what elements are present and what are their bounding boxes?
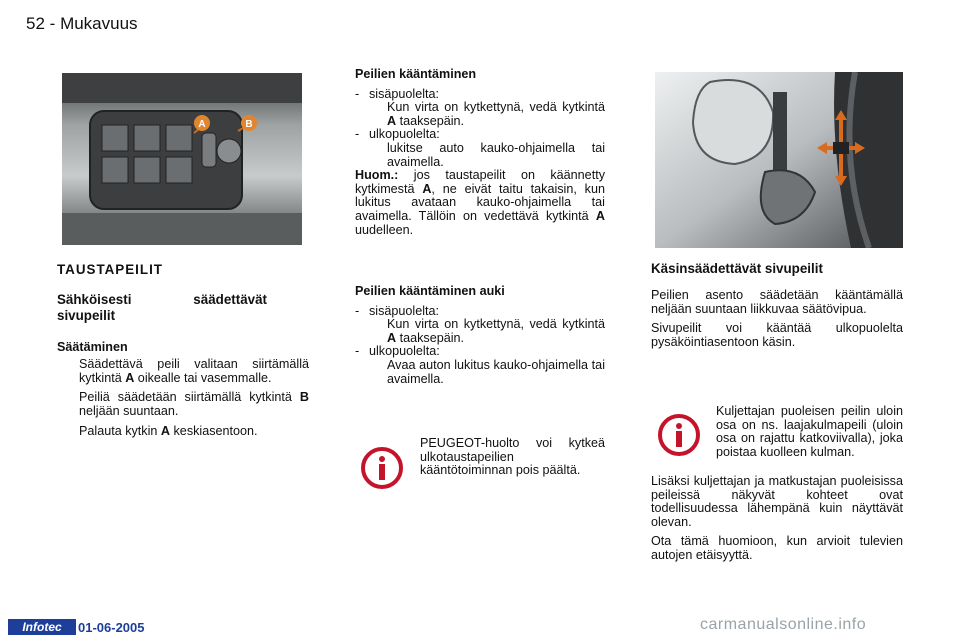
middle-column-unfolding: [355, 285, 605, 386]
page-number: 52: [26, 14, 45, 33]
exterior-mirror-photo: [655, 72, 903, 248]
electric-mirrors-heading: Sähköisesti säädettävät sivupeilit: [57, 291, 267, 323]
list-item: lukitse auto kauko-ohjaimella tai avaimella.: [365, 142, 605, 169]
folding-heading: Peilien kääntäminen: [355, 67, 477, 81]
list-item: - ulkopuolelta:: [355, 127, 440, 142]
list-item: Avaa auton lukitus kauko-ohjaimella tai avaimella.: [365, 359, 605, 386]
list-item: Peiliä säädetään siirtämällä kytkintä B neljään suuntaan.: [57, 391, 309, 418]
paragraph: Ota tämä huomioon, kun arvioit tulevien autojen etäisyyttä.: [651, 534, 903, 562]
figure-label-b: B: [245, 119, 253, 130]
bullet-icon: [57, 391, 79, 418]
info-icon: [360, 446, 404, 495]
adjusting-heading: Säätäminen: [57, 339, 128, 354]
service-info-text: PEUGEOT-huolto voi kytkeä ulkotaustapeilien kääntötoiminnan pois päältä.: [420, 436, 605, 478]
wide-angle-info-text: Kuljettajan puoleisen peilin uloin osa on ns. laajakulmapeili (uloin osa on rajattu katkoviivalla), joka poistaa kuolleen kulman.: [716, 404, 903, 459]
right-column: [651, 261, 903, 355]
bullet-icon: [365, 318, 387, 345]
print-date: 01-06-2005: [78, 620, 145, 635]
list-item: - ulkopuolelta:: [355, 344, 440, 359]
list-item: - sisäpuolelta:: [355, 303, 440, 318]
paragraph: Sivupeilit voi kääntää ulkopuolelta pysäköintiasentoon käsin.: [651, 321, 903, 349]
list-item: Kun virta on kytkettynä, vedä kytkintä A taaksepäin.: [365, 101, 605, 128]
right-column-bottom: [651, 475, 903, 569]
watermark: carmanualsonline.info: [700, 616, 867, 633]
note-paragraph: Huom.: jos taustapeilit on käännetty kytkimestä A, ne eivät taitu takaisin, kun lukitus avataan kauko-ohjaimella tai avaimella. Tällöin on vedettävä kytkintä A uudelleen.: [355, 168, 605, 237]
list-item: - sisäpuolelta:: [355, 86, 440, 101]
bullet-icon: [365, 101, 387, 128]
mirror-switch-photo: [62, 73, 302, 245]
bullet-icon: [365, 359, 387, 386]
info-icon: [657, 413, 701, 462]
unfolding-heading: Peilien kääntäminen auki: [355, 284, 505, 298]
figure-label-a: A: [198, 119, 206, 130]
section-title: Mukavuus: [60, 14, 138, 33]
list-item: Palauta kytkin A keskiasentoon.: [57, 425, 309, 439]
bullet-icon: [57, 425, 79, 439]
left-column: [57, 263, 309, 438]
paragraph: Lisäksi kuljettajan ja matkustajan puoleisissa peileissä näkyvät kohteet ovat todellisuudessa lähempänä kuin näyttävät olevan.: [651, 474, 903, 529]
bullet-icon: [57, 358, 79, 385]
paragraph: Peilien asento säädetään kääntämällä neljään suuntaan liikkuvaa säätövipua.: [651, 288, 903, 316]
manual-mirrors-heading: Käsinsäädettävät sivupeilit: [651, 261, 823, 276]
page-header: [26, 14, 138, 34]
middle-column-folding: [355, 68, 605, 237]
section-heading: TAUSTAPEILIT: [57, 262, 163, 277]
bullet-icon: [365, 142, 387, 169]
infotec-logo: Infotec: [8, 619, 76, 635]
list-item: Kun virta on kytkettynä, vedä kytkintä A taaksepäin.: [365, 318, 605, 345]
list-item: Säädettävä peili valitaan siirtämällä kytkintä A oikealle tai vasemmalle.: [57, 358, 309, 385]
header-separator: -: [49, 14, 56, 33]
